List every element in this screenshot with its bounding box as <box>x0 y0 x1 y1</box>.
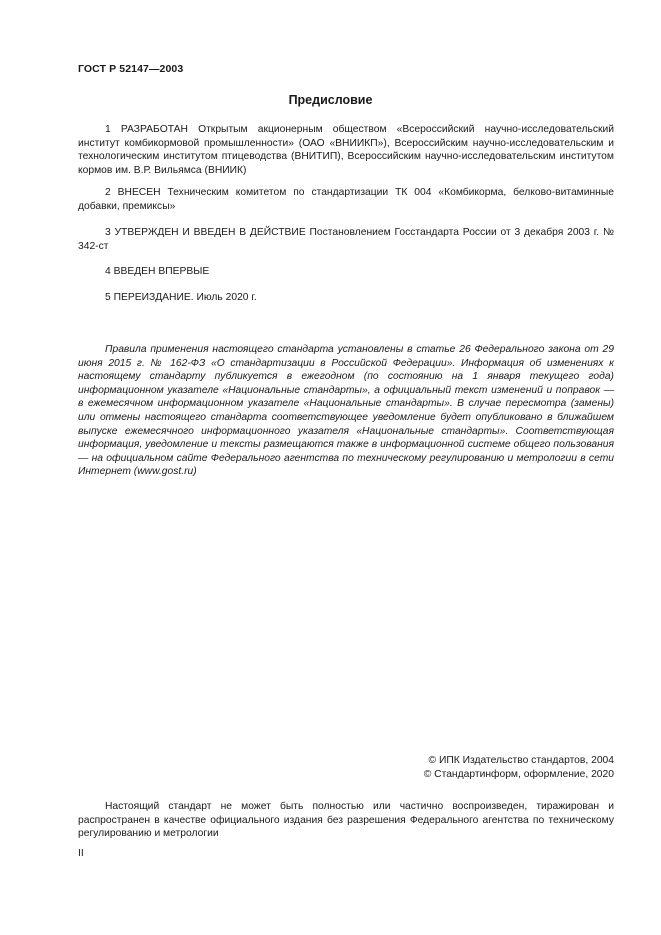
preface-item-3: 3 УТВЕРЖДЕН И ВВЕДЕН В ДЕЙСТВИЕ Постановлением Госстандарта России от 3 декабря 2003 г. № 342-ст <box>78 227 614 252</box>
document-code: ГОСТ Р 52147—2003 <box>78 63 184 75</box>
page-number: II <box>78 848 84 859</box>
preface-item-5: 5 ПЕРЕИЗДАНИЕ. Июль 2020 г. <box>105 292 257 303</box>
copyright-line-1: © ИПК Издательство стандартов, 2004 <box>428 755 614 766</box>
preface-item-1: 1 РАЗРАБОТАН Открытым акционерным обществом «Всероссийский научно-исследовательский институт комбикормовой промышленности» (ОАО «ВНИИКП»), Всероссийским научно-исследовательским и технологическим институтом птицеводства (ВНИТИП), Всероссийским научно-исследовательским институтом кормов им. В.Р. Вильямса (ВНИИК) <box>78 124 614 176</box>
application-rules-notice: Правила применения настоящего стандарта установлены в статье 26 Федерального закона от 29 июня 2015 г. № 162-ФЗ «О стандартизации в Российской Федерации». Информация об изменениях к настоящему стандарту публикуется в ежегодном (по состоянию на 1 января текущего года) информационном указателе «Национальные стандарты», а официальный текст изменений и поправок — в ежемесячном информационном указателе «Национальные стандарты». В случае пересмотра (замены) или отмены настоящего стандарта соответствующее уведомление будет опубликовано в ближайшем выпуске ежемесячного информационного указателя «Национальные стандарты». Соответствующая информация, уведомление и тексты размещаются также в информационной системе общего пользования — на официальном сайте Федерального агентства по техническому регулированию и метрологии в сети Интернет (www.gost.ru) <box>78 344 614 478</box>
reproduction-notice: Настоящий стандарт не может быть полностью или частично воспроизведен, тиражирован и распространен в качестве официального издания без разрешения Федерального агентства по техническому регулированию и метрологии <box>78 801 614 840</box>
preface-item-2: 2 ВНЕСЕН Техническим комитетом по стандартизации ТК 004 «Комбикорма, белково-витаминные добавки, премиксы» <box>78 187 614 212</box>
page-title: Предисловие <box>288 93 373 107</box>
copyright-line-2: © Стандартинформ, оформление, 2020 <box>423 769 614 780</box>
preface-item-4: 4 ВВЕДЕН ВПЕРВЫЕ <box>105 266 210 277</box>
